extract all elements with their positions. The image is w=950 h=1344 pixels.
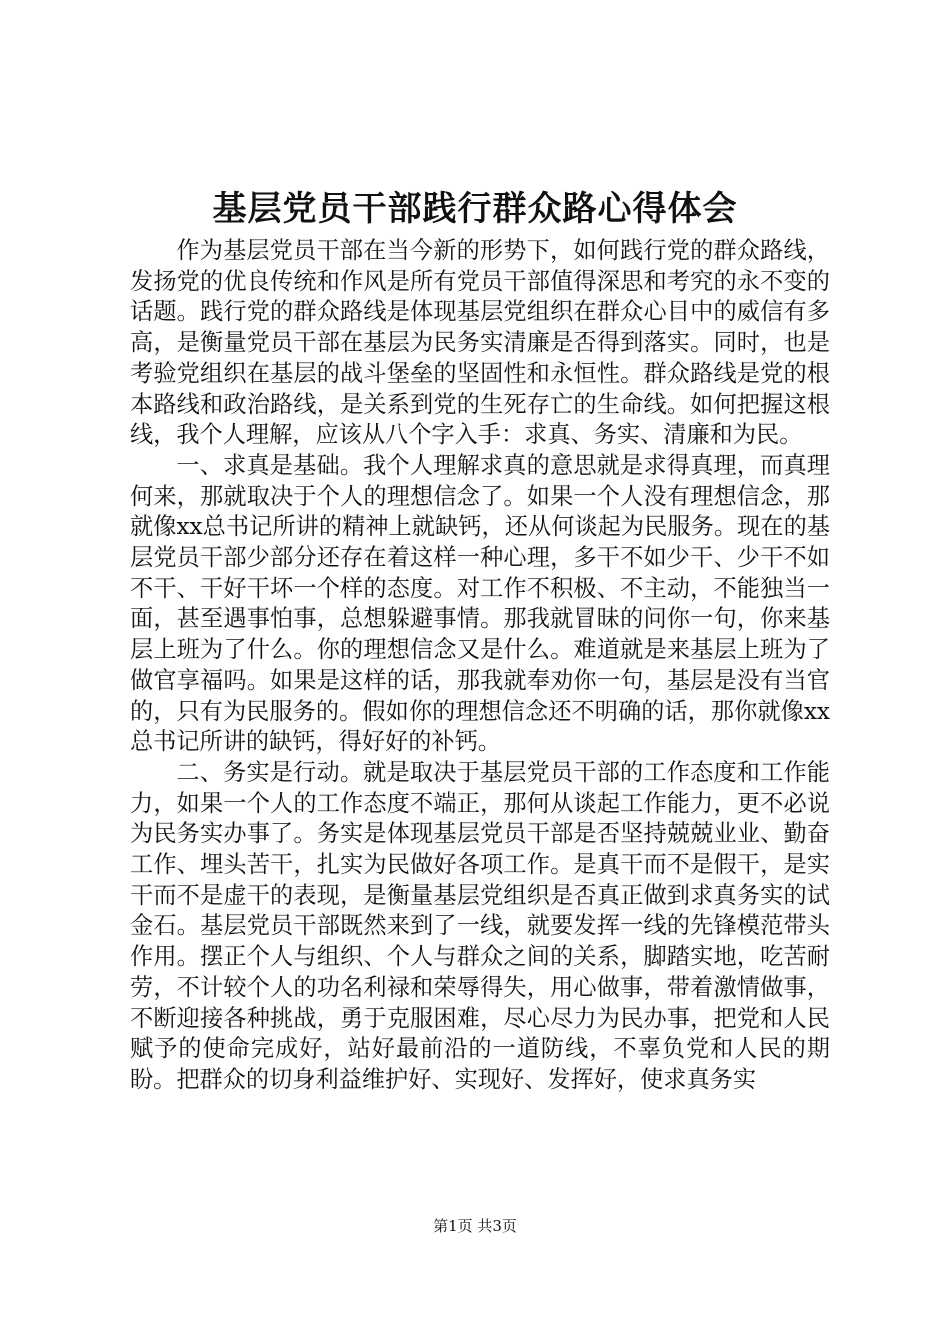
paragraph-intro: 作为基层党员干部在当今新的形势下，如何践行党的群众路线，发扬党的优良传统和作风是所有党员干部值得深思和考究的永不变的话题。践行党的群众路线是体现基层党组织在群众心目中的威信有多高，是衡量党员干部在基层为民务实清廉是否得到落实。同时，也是考验党组织在基层的战斗堡垒的坚固性和永恒性。群众路线是党的根本路线和政治路线，是关系到党的生死存亡的生命线。如何把握这根线，我个人理解，应该从八个字入手：求真、务实、清廉和为民。 <box>130 237 830 449</box>
document-body <box>130 236 830 1096</box>
document-title: 基层党员干部践行群众路心得体会 <box>212 189 738 229</box>
page-footer: 第1页 共3页 <box>433 1217 517 1235</box>
paragraph-pragmatism: 二、务实是行动。就是取决于基层党员干部的工作态度和工作能力，如果一个人的工作态度不端正，那何从谈起工作能力，更不必说为民务实办事了。务实是体现基层党员干部是否坚持兢兢业业、勤奋工作、埋头苦干，扎实为民做好各项工作。是真干而不是假干，是实干而不是虚干的表现，是衡量基层党组织是否真正做到求真务实的试金石。基层党员干部既然来到了一线，就要发挥一线的先锋模范带头作用。摆正个人与组织、个人与群众之间的关系，脚踏实地，吃苦耐劳，不计较个人的功名利禄和荣辱得失，用心做事，带着激情做事，不断迎接各种挑战，勇于克服困难，尽心尽力为民办事，把党和人民赋予的使命完成好，站好最前沿的一道防线，不辜负党和人民的期盼。把群众的切身利益维护好、实现好、发挥好，使求真务实 <box>130 758 830 1093</box>
paragraph-seeking-truth: 一、求真是基础。我个人理解求真的意思就是求得真理，而真理何来，那就取决于个人的理想信念了。如果一个人没有理想信念，那就像xx总书记所讲的精神上就缺钙，还从何谈起为民服务。现在的基层党员干部少部分还存在着这样一种心理，多干不如少干、少干不如不干、干好干坏一个样的态度。对工作不积极、不主动，不能独当一面，甚至遇事怕事，总想躲避事情。那我就冒昧的问你一句，你来基层上班为了什么。你的理想信念又是什么。难道就是来基层上班为了做官享福吗。如果是这样的话，那我就奉劝你一句，基层是没有当官的，只有为民服务的。假如你的理想信念还不明确的话，那你就像xx总书记所讲的缺钙，得好好的补钙。 <box>130 451 830 756</box>
